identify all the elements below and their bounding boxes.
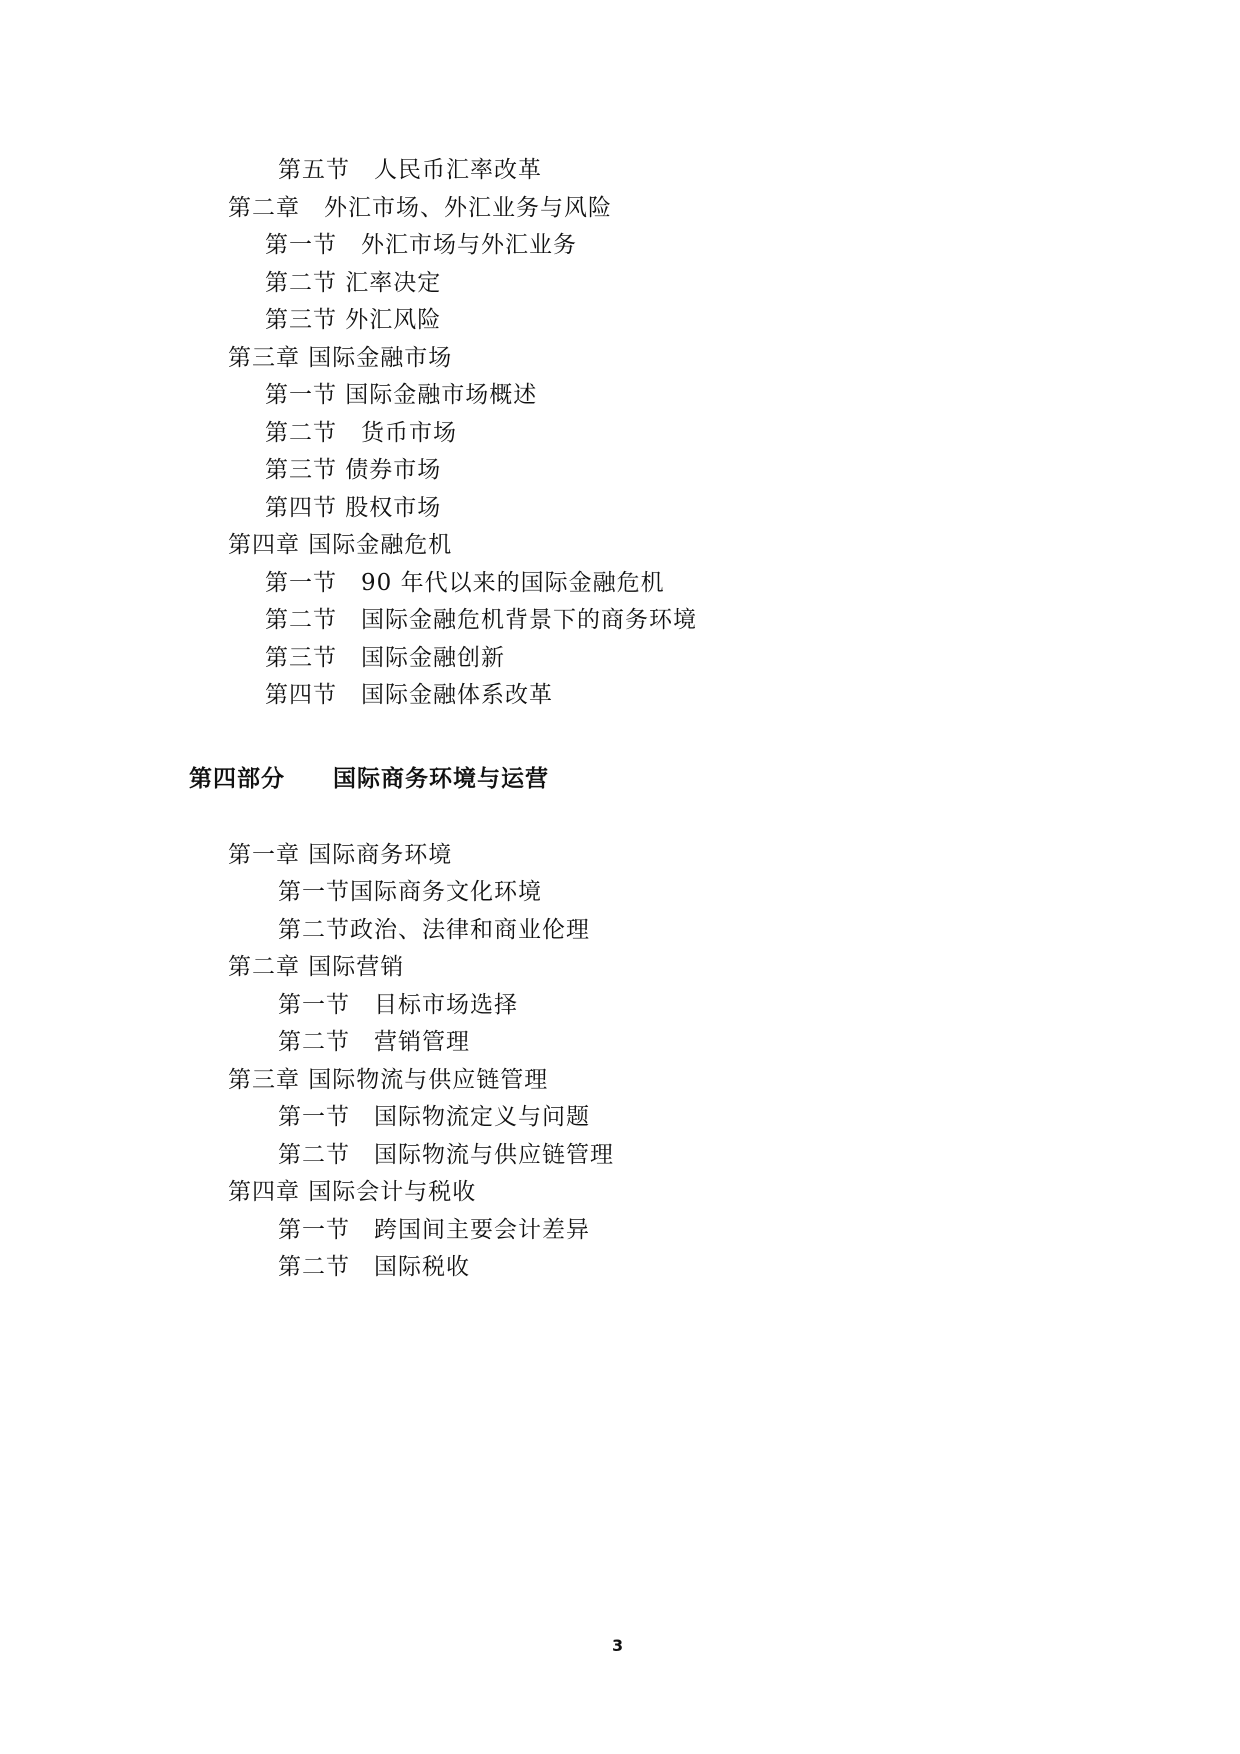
toc-chapter: 第三章 国际金融市场 <box>228 345 453 371</box>
toc-section: 第一节国际商务文化环境 <box>278 879 542 905</box>
toc-chapter: 第二章 外汇市场、外汇业务与风险 <box>228 195 612 221</box>
toc-section: 第一节 国际物流定义与问题 <box>278 1104 590 1130</box>
toc-chapter: 第一章 国际商务环境 <box>228 842 453 868</box>
toc-section: 第三节 债券市场 <box>265 457 442 483</box>
toc-section: 第二节 货币市场 <box>265 420 457 446</box>
toc-section: 第一节 国际金融市场概述 <box>265 382 538 408</box>
toc-chapter: 第四章 国际金融危机 <box>228 532 453 558</box>
toc-section: 第一节 跨国间主要会计差异 <box>278 1217 590 1243</box>
toc-section: 第一节 外汇市场与外汇业务 <box>265 232 577 258</box>
toc-section: 第一节 90 年代以来的国际金融危机 <box>265 570 665 596</box>
toc-section: 第四节 股权市场 <box>265 495 442 521</box>
toc-section: 第二节 营销管理 <box>278 1029 470 1055</box>
toc-chapter: 第二章 国际营销 <box>228 954 405 980</box>
toc-section: 第五节 人民币汇率改革 <box>278 157 542 183</box>
toc-section: 第二节 汇率决定 <box>265 270 442 296</box>
toc-section: 第二节政治、法律和商业伦理 <box>278 917 590 943</box>
page-number: 3 <box>612 1636 624 1655</box>
toc-chapter: 第四章 国际会计与税收 <box>228 1179 477 1205</box>
toc-section: 第三节 外汇风险 <box>265 307 442 333</box>
toc-chapter: 第三章 国际物流与供应链管理 <box>228 1067 549 1093</box>
toc-part-heading: 第四部分 国际商务环境与运营 <box>189 766 549 792</box>
toc-section: 第二节 国际物流与供应链管理 <box>278 1142 614 1168</box>
toc-section: 第二节 国际金融危机背景下的商务环境 <box>265 607 697 633</box>
toc-section: 第二节 国际税收 <box>278 1254 470 1280</box>
toc-section: 第四节 国际金融体系改革 <box>265 682 553 708</box>
toc-section: 第一节 目标市场选择 <box>278 992 518 1018</box>
toc-section: 第三节 国际金融创新 <box>265 645 505 671</box>
